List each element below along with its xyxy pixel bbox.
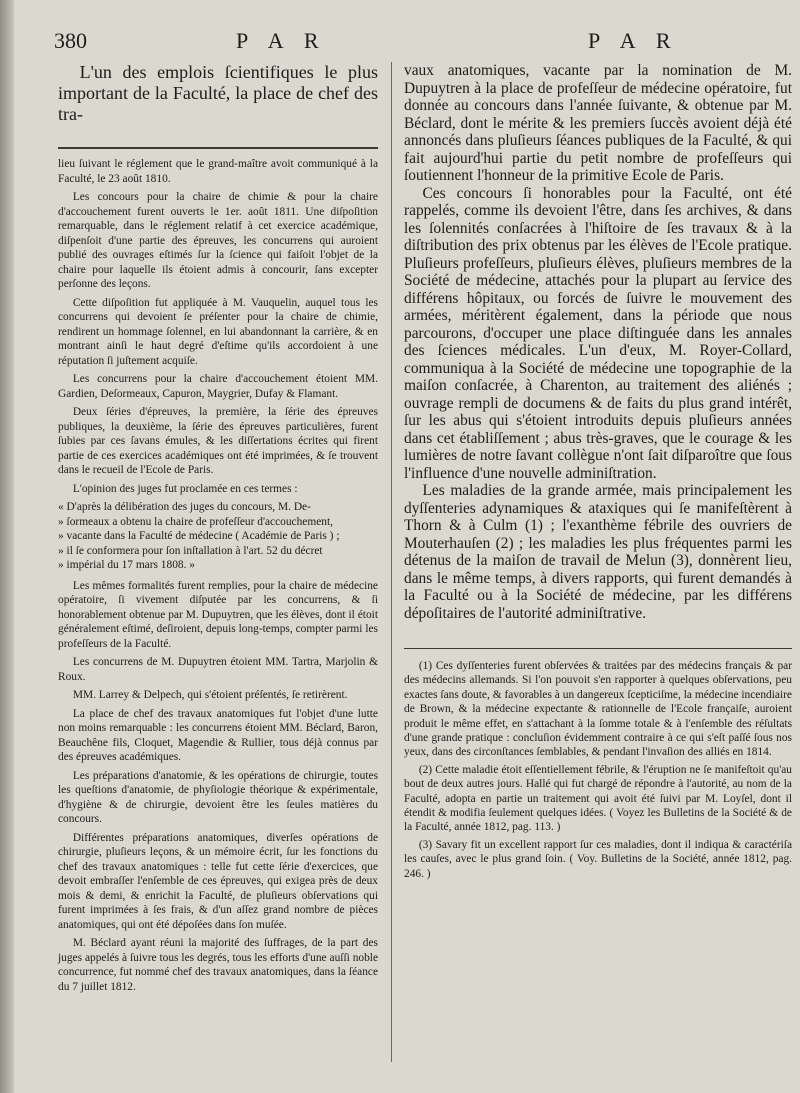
- right-column: [404, 62, 792, 884]
- quote-line: » vacante dans la Faculté de médecine ( Académie de Paris ) ;: [58, 530, 340, 542]
- paragraph: lieu ſuivant le réglement que le grand-maître avoit communiqué à la Faculté, le 23 août 1810.: [58, 158, 378, 185]
- page-number: 380: [54, 28, 87, 53]
- paragraph: Les concurrens pour la chaire d'accouchement étoient MM. Gardien, Deſormeaux, Capuron, Maygrier, Dufay & Flamant.: [58, 373, 378, 400]
- paragraph: MM. Larrey & Delpech, qui s'étoient préſentés, ſe retirèrent.: [72, 689, 348, 701]
- paragraph: Les concurrens de M. Dupuytren étoient MM. Tartra, Marjolin & Roux.: [58, 656, 378, 683]
- left-column: [58, 62, 378, 998]
- paragraph: Les maladies de la grande armée, mais principalement les dyſſenteries adynamiques & ataxiques qui ſe manifeſtèrent à Thorn & à Culm (1) ; l'exanthème fébrile des ouvriers de Mouterhauſen (2) ; les maladies les plus fréquentes parmi les détenus de la maiſon de travail de Melun (3), donnèrent lieu, dans le même temps, à divers rapports, qui furent demandés à la Faculté ou à la Société de médecine, par les différens dépoſitaires de l'autorité adminiſtrative.: [404, 482, 792, 622]
- footnote-divider: [404, 648, 792, 649]
- left-intro: L'un des emplois ſcientifiques le plus important de la Faculté, la place de chef des tra-: [58, 62, 378, 124]
- footnote: (1) Ces dyſſenteries furent obſervées & traitées par des médecins français & par des médecins allemands. Si l'on pouvoit s'en rapporter à quelques obſervations, peu exactes ſans doute, & favorables à un dangereux ſcepticiſme, la médecine incendiaire de Brown, & la médecine expectante & rationnelle de l'Ecole françaiſe, auroient produit le même effet, en s'attachant à la ſomme totale & à l'enſemble des réſultats d'une grande pratique : concluſion évidemment contraire à ce qui s'eſt paſſé ſous nos yeux, dans des circonſtances ſemblables, & pendant l'invaſion des alliés en 1814.: [404, 660, 792, 759]
- section-divider: [58, 147, 378, 149]
- text-columns: [48, 62, 792, 1082]
- paragraph: Cette diſpoſition fut appliquée à M. Vauquelin, auquel tous les concurrens qui devoient ſe préſenter pour la chaire de chimie, rendirent un hommage ſolennel, en lui abandonnant la carrière, & en montrant ainſi le haut degré d'eſtime qu'ils accordoient à une réputation ſi juſtement acquiſe.: [58, 296, 378, 367]
- paragraph: Différentes préparations anatomiques, diverſes opérations de chirurgie, pluſieurs leçons, & un mémoire écrit, ſur les fonctions du chef des travaux anatomiques : telle fut cette ſérie d'exercices, que devoit embraſſer l'enſemble de ces épreuves, qui exigea près de deux mois & demi, & enrichit la Faculté, de pluſieurs obſervations qui furent imprimées à ſes frais, & d'un aſſez grand nombre de pièces anatomiques, qui ont été dépoſées dans ſon muſée.: [58, 831, 378, 931]
- page-header: [48, 28, 788, 62]
- page-spine-shadow: [0, 0, 14, 1093]
- quote-line: » ſormeaux a obtenu la chaire de profeſſeur d'accouchement,: [58, 515, 333, 528]
- paragraph: Les mêmes formalités furent remplies, pour la chaire de médecine opératoire, ſi vivement diſputée par les concurrens, & ſi honorablement obtenue par M. Dupuytren, que les élèves, dont il étoit généralement eſtimé, deſiroient, depuis long-temps, compter parmi les profeſſeurs de la Faculté.: [58, 579, 378, 650]
- jury-decision-quote: [58, 500, 378, 573]
- paragraph: Deux ſéries d'épreuves, la première, la ſérie des épreuves publiques, la deuxième, la ſérie des épreuves particulières, furent ſubies par ces ſavans émules, & les diſſertations écrites qui firent partie de ces exercices académiques ont été imprimées, & ſe trouvent dans le recueil de l'Ecole de Paris.: [58, 406, 378, 476]
- quote-line: « D'après la délibération des juges du concours, M. De-: [58, 501, 311, 513]
- paragraph: M. Béclard ayant réuni la majorité des ſuffrages, de la part des juges appelés à ſuivre tous les degrés, tous les efforts d'une auſſi noble concurrence, fut nommé chef des travaux anatomiques, dans la ſéance du 7 juillet 1812.: [58, 937, 378, 993]
- quote-line: » il ſe conformera pour ſon inſtallation à l'art. 52 du décret: [58, 544, 323, 557]
- running-head-left: P A R: [236, 28, 327, 53]
- column-divider: [391, 62, 392, 1062]
- paragraph: vaux anatomiques, vacante par la nomination de M. Dupuytren à la place de profeſſeur de médecine opératoire, fut donnée au concours dans l'année ſuivante, & obtenue par M. Béclard, dont le mérite & les premiers ſuccès avoient déjà été annoncés dans pluſieurs ſéances publiques de la Faculté, & qui fait aujourd'hui partie du petit nombre de profeſſeurs qui ſoutiennent l'honneur de la primitive Ecole de Paris.: [404, 62, 792, 184]
- paragraph: Ces concours ſi honorables pour la Faculté, ont été rappelés, comme ils devoient l'être, dans ſes archives, & dans les ſolennités conſacrées à l'hiſtoire de ſes travaux & à la diſtribution des prix obtenus par les élèves de l'Ecole pratique. Pluſieurs profeſſeurs, pluſieurs élèves, pluſieurs membres de la Société de médecine, attachés pour la plupart au ſervice des différens hôpitaux, ou forcés de ſuivre le mouvement des armées, méritèrent également, dans la période que nous parcourons, d'occuper une place diſtinguée dans les annales des ſciences médicales. L'un d'eux, M. Royer-Collard, communiqua à la Société de médecine une topographie de la maiſon conſacrée, à Charenton, au traitement des aliénés ; ouvrage rempli de documens & de faits du plus grand intérêt, ſur les abus qui s'étoient introduits depuis pluſieurs années dans cet établiſſement ; abus très-graves, que le courage & les lumières de notre ſavant collègue n'ont ſait diſparoître que ſous l'influence d'une nouvelle adminiſtration.: [404, 184, 792, 482]
- footnote: (3) Savary fit un excellent rapport ſur ces maladies, dont il indiqua & caractériſa les cauſes, avec le plus grand ſoin. ( Voy. Bulletins de la Société, année 1812, pag. 246. ): [404, 838, 792, 880]
- running-head-right: P A R: [588, 28, 679, 53]
- footnote: (2) Cette maladie étoit eſſentiellement fébrile, & l'éruption ne ſe manifeſtoit qu'au bout de deux autres jours. Hallé qui fut chargé de répondre à l'autorité, au nom de la Faculté, adopta en partie un traitement qui avoit été ſuivi par M. Loyſel, dont il étendit & modifia ſeulement quelques idées. ( Voyez les Bulletins de la Société & de la Faculté, année 1812, pag. 113. ): [404, 763, 792, 834]
- quote-line: » impérial du 17 mars 1808. »: [58, 559, 195, 571]
- paragraph: L'opinion des juges fut proclamée en ces termes :: [72, 482, 298, 495]
- paragraph: Les concours pour la chaire de chimie & pour la chaire d'accouchement furent ouverts le 1er. août 1811. Une diſpoſition remarquable, dans le réglement relatif à cet exercice académique, diſpenſoit d'une partie des épreuves, les concurrens qui auroient publié des ouvrages eſtimés ſur la ſcience qui faiſoit l'objet de la chaire pour laquelle ils étoient admis à concourir, ſans excepter perſonne des leçons.: [58, 191, 378, 290]
- paragraph: La place de chef des travaux anatomiques fut l'objet d'une lutte non moins remarquable : les concurrens étoient MM. Béclard, Baron, Beauchêne fils, Cloquet, Magendie & Rullier, tous déjà connus par des épreuves académiques.: [58, 707, 378, 763]
- paragraph: Les préparations d'anatomie, & les opérations de chirurgie, toutes les queſtions d'anatomie, de phyſiologie théorique & expérimentale, d'hygiène & de chirurgie, devoient être les ſeules matières du concours.: [58, 769, 378, 825]
